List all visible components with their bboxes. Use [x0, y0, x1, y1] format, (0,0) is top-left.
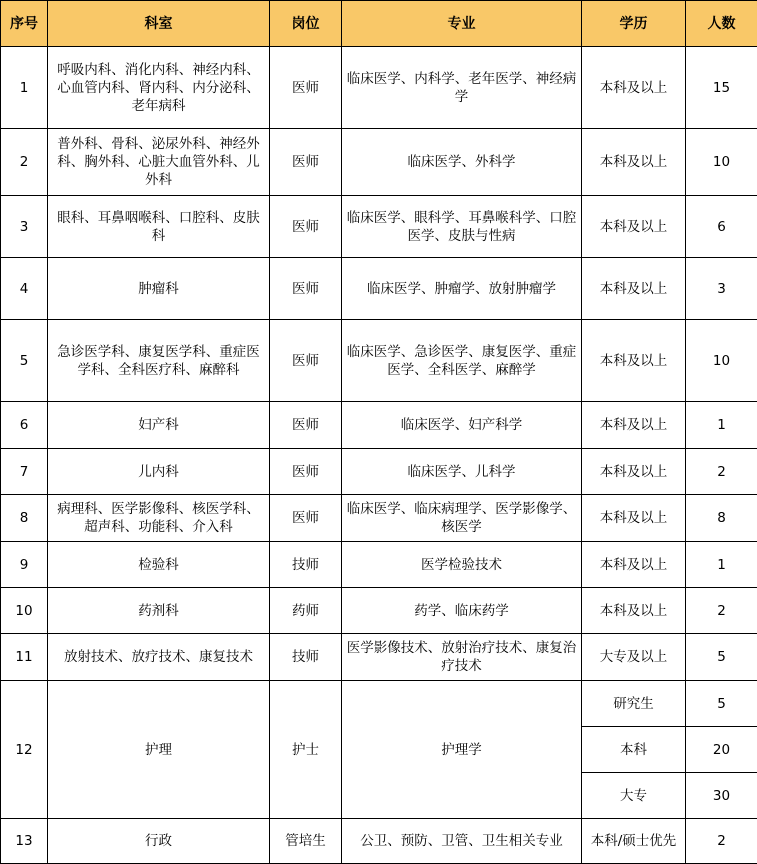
- cell-no: 12: [1, 681, 48, 819]
- cell-dept: 普外科、骨科、泌尿外科、神经外科、胸外科、心脏大血管外科、儿外科: [48, 129, 270, 196]
- cell-major: 临床医学、儿科学: [342, 449, 582, 495]
- cell-post: 管培生: [270, 819, 342, 864]
- cell-post: 医师: [270, 129, 342, 196]
- table-row: [1, 495, 757, 542]
- header-count: 人数: [686, 1, 757, 47]
- cell-post: 医师: [270, 47, 342, 129]
- cell-post: 医师: [270, 402, 342, 449]
- header-edu: 学历: [582, 1, 686, 47]
- cell-no: 2: [1, 129, 48, 196]
- cell-post: 护士: [270, 681, 342, 819]
- cell-major: 临床医学、急诊医学、康复医学、重症医学、全科医学、麻醉学: [342, 320, 582, 402]
- cell-edu: 本科/硕士优先: [582, 819, 686, 864]
- cell-no: 1: [1, 47, 48, 129]
- cell-major: 临床医学、内科学、老年医学、神经病学: [342, 47, 582, 129]
- cell-no: 11: [1, 634, 48, 681]
- cell-major: 临床医学、临床病理学、医学影像学、核医学: [342, 495, 582, 542]
- cell-edu: 本科: [582, 727, 686, 773]
- table-row: [1, 588, 757, 634]
- cell-edu: 本科及以上: [582, 47, 686, 129]
- header-no: 序号: [1, 1, 48, 47]
- cell-count: 10: [686, 320, 757, 402]
- cell-count: 5: [686, 681, 757, 727]
- cell-count: 5: [686, 634, 757, 681]
- cell-post: 技师: [270, 634, 342, 681]
- cell-no: 6: [1, 402, 48, 449]
- cell-edu: 本科及以上: [582, 320, 686, 402]
- table-row: [1, 402, 757, 449]
- cell-count: 2: [686, 588, 757, 634]
- cell-dept: 儿内科: [48, 449, 270, 495]
- cell-post: 医师: [270, 449, 342, 495]
- cell-count: 1: [686, 402, 757, 449]
- cell-edu: 本科及以上: [582, 495, 686, 542]
- table-row: [1, 634, 757, 681]
- cell-major: 临床医学、肿瘤学、放射肿瘤学: [342, 258, 582, 320]
- cell-major: 临床医学、眼科学、耳鼻喉科学、口腔医学、皮肤与性病: [342, 196, 582, 258]
- header-dept: 科室: [48, 1, 270, 47]
- cell-count: 30: [686, 773, 757, 819]
- cell-dept: 眼科、耳鼻咽喉科、口腔科、皮肤科: [48, 196, 270, 258]
- cell-no: 10: [1, 588, 48, 634]
- cell-count: 2: [686, 819, 757, 864]
- cell-count: 10: [686, 129, 757, 196]
- cell-no: 9: [1, 542, 48, 588]
- table-row: [1, 258, 757, 320]
- cell-edu: 本科及以上: [582, 588, 686, 634]
- cell-post: 技师: [270, 542, 342, 588]
- cell-edu: 研究生: [582, 681, 686, 727]
- cell-post: 医师: [270, 196, 342, 258]
- cell-count: 3: [686, 258, 757, 320]
- cell-count: 6: [686, 196, 757, 258]
- cell-dept: 妇产科: [48, 402, 270, 449]
- cell-post: 医师: [270, 495, 342, 542]
- cell-no: 13: [1, 819, 48, 864]
- cell-no: 7: [1, 449, 48, 495]
- header-row: [1, 1, 757, 47]
- cell-major: 公卫、预防、卫管、卫生相关专业: [342, 819, 582, 864]
- cell-no: 5: [1, 320, 48, 402]
- table-row-nursing: [1, 681, 757, 727]
- cell-no: 3: [1, 196, 48, 258]
- cell-dept: 检验科: [48, 542, 270, 588]
- header-major: 专业: [342, 1, 582, 47]
- table-row: [1, 196, 757, 258]
- cell-edu: 本科及以上: [582, 258, 686, 320]
- table-row: [1, 542, 757, 588]
- cell-major: 医学影像技术、放射治疗技术、康复治疗技术: [342, 634, 582, 681]
- table-row: [1, 47, 757, 129]
- cell-edu: 本科及以上: [582, 196, 686, 258]
- cell-no: 8: [1, 495, 48, 542]
- cell-dept: 护理: [48, 681, 270, 819]
- cell-major: 医学检验技术: [342, 542, 582, 588]
- cell-post: 药师: [270, 588, 342, 634]
- table-row: [1, 819, 757, 864]
- table-row: [1, 129, 757, 196]
- cell-no: 4: [1, 258, 48, 320]
- cell-post: 医师: [270, 320, 342, 402]
- cell-dept: 病理科、医学影像科、核医学科、超声科、功能科、介入科: [48, 495, 270, 542]
- cell-edu: 本科及以上: [582, 542, 686, 588]
- cell-edu: 本科及以上: [582, 129, 686, 196]
- cell-edu: 大专及以上: [582, 634, 686, 681]
- header-post: 岗位: [270, 1, 342, 47]
- cell-major: 临床医学、外科学: [342, 129, 582, 196]
- cell-major: 护理学: [342, 681, 582, 819]
- table-row: [1, 449, 757, 495]
- cell-edu: 大专: [582, 773, 686, 819]
- cell-count: 1: [686, 542, 757, 588]
- cell-major: 临床医学、妇产科学: [342, 402, 582, 449]
- cell-edu: 本科及以上: [582, 449, 686, 495]
- cell-count: 8: [686, 495, 757, 542]
- cell-dept: 呼吸内科、消化内科、神经内科、心血管内科、肾内科、内分泌科、老年病科: [48, 47, 270, 129]
- cell-major: 药学、临床药学: [342, 588, 582, 634]
- cell-count: 2: [686, 449, 757, 495]
- table-row: [1, 320, 757, 402]
- cell-dept: 肿瘤科: [48, 258, 270, 320]
- cell-dept: 急诊医学科、康复医学科、重症医学科、全科医疗科、麻醉科: [48, 320, 270, 402]
- cell-dept: 药剂科: [48, 588, 270, 634]
- cell-dept: 放射技术、放疗技术、康复技术: [48, 634, 270, 681]
- cell-count: 15: [686, 47, 757, 129]
- cell-post: 医师: [270, 258, 342, 320]
- cell-dept: 行政: [48, 819, 270, 864]
- cell-count: 20: [686, 727, 757, 773]
- cell-edu: 本科及以上: [582, 402, 686, 449]
